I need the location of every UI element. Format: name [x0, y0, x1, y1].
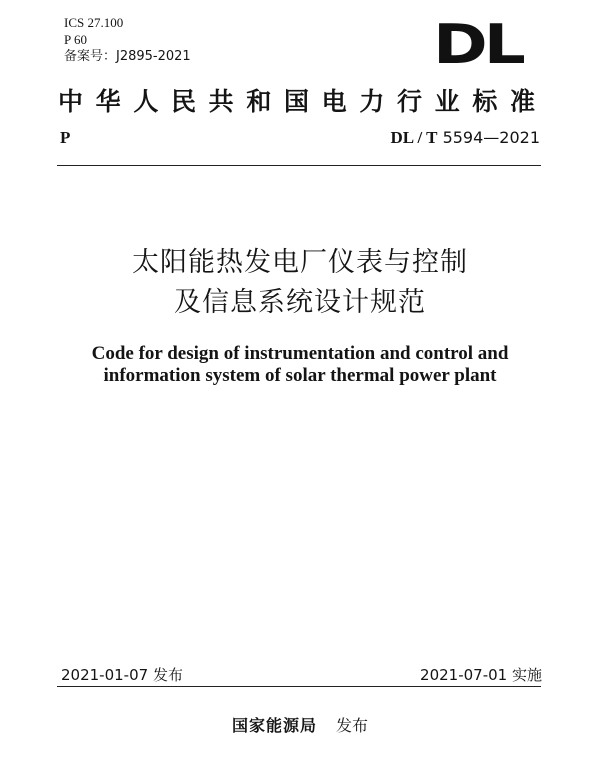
class-letter: P: [60, 128, 71, 147]
publisher-action: 发布: [336, 716, 369, 735]
dl-logo: DL: [433, 13, 522, 77]
title-cn-line2: 及信息系统设计规范: [174, 287, 426, 318]
record-number: 备案号：J2895-2021: [64, 49, 191, 64]
top-divider: [57, 165, 541, 166]
publisher-line: [0, 713, 600, 736]
classification-block: [64, 14, 191, 65]
bottom-divider: [57, 686, 541, 687]
code-prefix: DL / T: [390, 128, 438, 147]
ics-number: ICS 27.100: [64, 15, 124, 30]
title-cn-line1: 太阳能热发电厂仪表与控制: [132, 247, 468, 278]
title-en-line2: information system of solar thermal power plant: [103, 365, 497, 386]
ccs-number: P 60: [64, 32, 87, 47]
standard-code: [391, 128, 540, 148]
release-date: 2021-01-07 发布: [61, 666, 183, 684]
standard-code-row: [58, 126, 540, 150]
implement-date: 2021-07-01 实施: [420, 666, 542, 684]
standard-category: 中华人民共和国电力行业标准: [58, 87, 540, 116]
publisher-agency: 国家能源局: [231, 716, 317, 735]
code-number: 5594—2021: [442, 128, 540, 147]
title-en-line1: Code for design of instrumentation and control and: [91, 343, 509, 364]
